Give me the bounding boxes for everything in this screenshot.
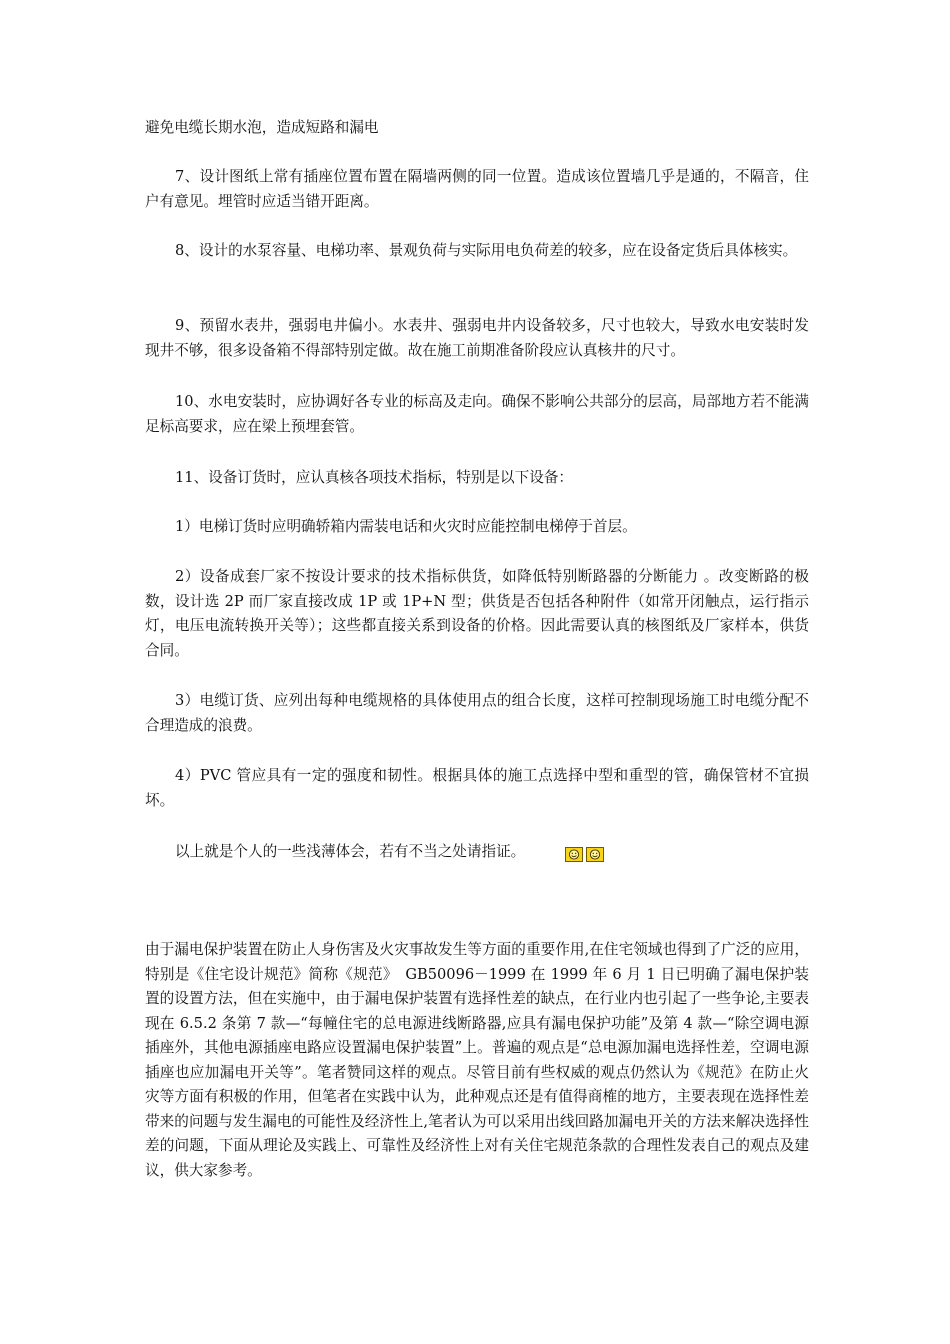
paragraph-item-9: 9、预留水表井，强弱电井偏小。水表井、强弱电井内设备较多，尺寸也较大，导致水电安装时发现井不够，很多设备箱不得部特别定做。故在施工前期准备阶段应认真核井的尺寸。 — [145, 317, 809, 359]
smiley-emoticon-icon — [586, 847, 604, 862]
article-paragraph: 由于漏电保护装置在防止人身伤害及火灾事故发生等方面的重要作用,在住宅领域也得到了广泛的应用，特别是《住宅设计规范》简称《规范》 GB50096－1999 在 1999 年 6 月 1 日已明确了漏电保护装置的设置方法，但在实施中，由于漏电保护装置有选择性差的缺点，在行业内也引起了一些争论,主要表现在 6.5.2 条第 7 款—“每幢住宅的总电源进线断路器,应具有漏电保护功能”及第 4 款—“除空调电源插座外，其他电源插座电路应设置漏电保护装置”上。普遍的观点是“总电源加漏电选择性差，空调电源插座也应加漏电开关等”。笔者赞同这样的观点。尽管目前有些权威的观点仍然认为《规范》在防止火灾等方面有积极的作用，但笔者在实践中认为，此种观点还是有值得商榷的地方，主要表现在选择性差带来的问题与发生漏电的可能性及经济性上,笔者认为可以采用出线回路加漏电开关的方法来解决选择性差的问题，下面从理论及实践上、可靠性及经济性上对有关住宅规范条款的合理性发表自己的观点及建议，供大家参考。 — [145, 941, 809, 1179]
smiley-emoticon-icon — [565, 847, 583, 862]
paragraph-item-7: 7、设计图纸上常有插座位置布置在隔墙两侧的同一位置。造成该位置墙几乎是通的，不隔音，住户有意见。埋管时应适当错开距离。 — [145, 168, 809, 210]
emoticon-group — [535, 842, 607, 867]
paragraph-sub-item-3: 3）电缆订货、应列出每种电缆规格的具体使用点的组合长度，这样可控制现场施工时电缆分配不合理造成的浪费。 — [145, 692, 809, 734]
paragraph-sub-item-2: 2）设备成套厂家不按设计要求的技术指标供货，如降低特别断路器的分断能力 。改变断路的极数，设计选 2P 而厂家直接改成 1P 或 1P+N 型；供货是否包括各种附件（如常开闭触点，运行指示灯，电压电流转换开关等）；这些都直接关系到设备的价格。因此需要认真的核图纸及厂家样本，供货合同。 — [145, 568, 809, 659]
paragraph-item-11: 11、设备订货时，应认真核各项技术指标，特别是以下设备： — [175, 469, 574, 486]
paragraph-item-10: 10、水电安装时，应协调好各专业的标高及走向。确保不影响公共部分的层高，局部地方若不能满足标高要求，应在梁上预埋套管。 — [145, 393, 809, 435]
closing-text: 以上就是个人的一些浅薄体会，若有不当之处请指证。 — [175, 843, 526, 860]
paragraph-item-8: 8、设计的水泵容量、电梯功率、景观负荷与实际用电负荷差的较多，应在设备定货后具体核实。 — [175, 242, 798, 259]
paragraph-sub-item-4: 4）PVC 管应具有一定的强度和韧性。根据具体的施工点选择中型和重型的管，确保管材不宜损坏。 — [145, 767, 809, 809]
closing-paragraph — [145, 840, 809, 867]
paragraph-sub-item-1: 1）电梯订货时应明确轿箱内需装电话和火灾时应能控制电梯停于首层。 — [175, 518, 637, 535]
paragraph-continuation: 避免电缆长期水泡，造成短路和漏电 — [145, 119, 379, 136]
